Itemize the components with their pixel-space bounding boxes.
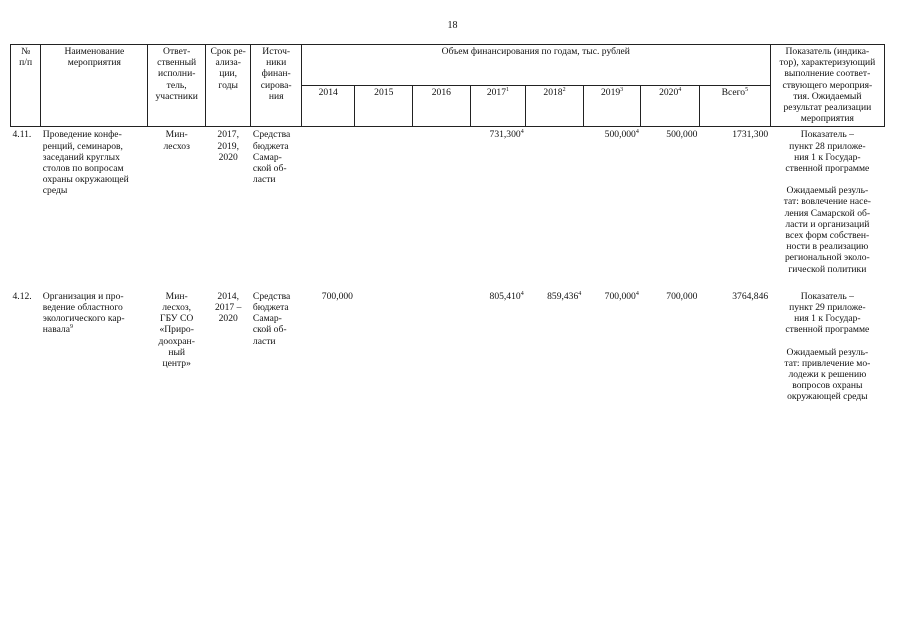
value-2014 — [301, 127, 355, 277]
header-year-2016: 2016 — [413, 86, 471, 127]
row-term: 2014, 2017 – 2020 — [215, 290, 242, 325]
header-indicator: Показатель (индика- тор), характеризующий выполнение соответ- ствующего мероприя- тия. Ожидаемый результат реализации мероприятия — [770, 45, 884, 127]
header-total: Всего$^5$ — [699, 86, 770, 127]
row-source: Средства бюджета Самар- ской об- ласти — [252, 290, 291, 347]
header-name: Наименование мероприятия — [41, 45, 148, 127]
financing-table — [10, 44, 885, 405]
header-source: Источ- ники финан- сирова- ния — [251, 45, 302, 127]
value-2014: 700,000 — [321, 290, 353, 302]
header-year-2019: 2019$^3$ — [583, 86, 641, 127]
value-2015 — [355, 127, 413, 277]
value-2019: 700,000$^4$ — [604, 290, 639, 302]
row-executor: Мин- лесхоз — [163, 129, 190, 152]
header-year-2018: 2018$^2$ — [526, 86, 584, 127]
header-executor: Ответ- ственный исполни- тель, участники — [148, 45, 206, 127]
value-2020: 500,000 — [666, 129, 698, 141]
header-year-2017: 2017$^1$ — [470, 86, 526, 127]
value-2018: 859,436$^4$ — [547, 290, 582, 302]
table-row — [11, 127, 885, 277]
value-2020: 700,000 — [666, 290, 698, 302]
row-indicator: Показатель – пункт 29 приложе- ния 1 к Государ- ственной программе Ожидаемый резуль- тат: привлечение мо- лодежи к решению вопросов охраны окружающей среды — [784, 290, 871, 403]
table-row — [11, 289, 885, 405]
header-year-2014: 2014 — [301, 86, 355, 127]
value-2019: 500,000$^4$ — [604, 129, 639, 141]
row-name: Проведение конфе- ренций, семинаров, заседаний круглых столов по вопросам охраны окружающей среды — [42, 129, 129, 197]
row-num: 4.12. — [12, 290, 32, 302]
value-2016 — [413, 127, 471, 277]
row-source: Средства бюджета Самар- ской об- ласти — [252, 129, 291, 186]
row-name: Организация и про- ведение областного экологического кар- навала$^9$ — [42, 290, 125, 336]
value-total: 3764,846 — [732, 290, 769, 302]
value-2017: 805,410$^4$ — [489, 290, 524, 302]
row-executor: Мин- лесхоз, ГБУ СО «Приро- доохран- ный центр» — [158, 290, 195, 370]
row-term: 2017, 2019, 2020 — [217, 129, 239, 163]
value-total: 1731,300 — [732, 129, 769, 141]
value-2017: 731,300$^4$ — [489, 129, 524, 141]
header-financing-group: Объем финансирования по годам, тыс. рублей — [301, 45, 770, 86]
header-term: Срок ре- ализа- ции, годы — [205, 45, 250, 127]
value-2015 — [355, 289, 413, 405]
row-indicator: Показатель – пункт 28 приложе- ния 1 к Государ- ственной программе Ожидаемый резуль- тат: вовлечение насе- ления Самарской об- ласти и организаций всех форм собствен- ности в реализацию региональной эколо- гической политики — [783, 129, 871, 275]
row-num: 4.11. — [12, 129, 32, 141]
value-2016 — [413, 289, 471, 405]
value-2018 — [526, 127, 584, 277]
page-number: 18 — [447, 20, 458, 31]
header-year-2015: 2015 — [355, 86, 413, 127]
header-year-2020: 2020$^4$ — [641, 86, 700, 127]
header-num: № п/п — [11, 45, 41, 127]
